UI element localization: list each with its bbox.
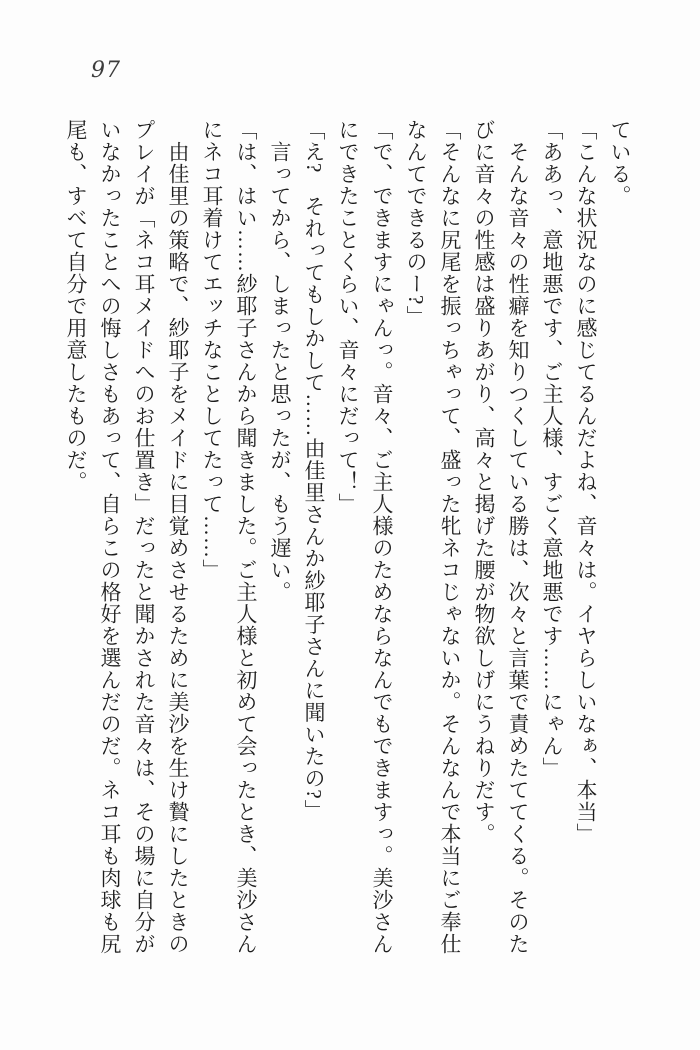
paragraph: 「で、できますにゃんっ。音々、ご主人様のためならなんでもできますっ。美沙さんにできたことくらい、音々にだって！」: [336, 119, 394, 955]
paragraph: 「そんなに尻尾を振っちゃって、盛った牝ネコじゃないか。そんなんで本当にご奉仕なんてできるのー?」: [404, 119, 462, 955]
paragraph: 「こんな状況なのに感じてるんだよね、音々は。イヤらしいなぁ、本当」: [574, 119, 598, 845]
paragraph: ている。: [608, 119, 632, 207]
paragraph: 由佳里の策略で、紗耶子をメイドに目覚めさせるために美沙を生け贄にしたときのプレイが「ネコ耳メイドへのお仕置き」だったと聞かされた音々は、その場に自分がいなかったことへの悔しさもあって、自らこの格好を選んだのだ。ネコ耳も肉球も尻尾も、すべて自分で用意したものだ。: [64, 119, 190, 955]
page-number: 97: [91, 58, 121, 83]
paragraph: 「は、はい……紗耶子さんから聞きました。ご主人様と初めて会ったとき、美沙さんにネコ耳着けてエッチなことしてたって……」: [200, 119, 258, 955]
paragraph: 言ってから、しまったと思ったが、もう遅い。: [268, 119, 292, 603]
text-block: [59, 119, 637, 961]
paragraph: 「え? それってもしかして……由佳里さんか紗耶子さんに聞いたの?」: [302, 119, 326, 822]
paragraph: 「ああっ、意地悪です、ご主人様、すごく意地悪です……にゃん」: [540, 119, 564, 779]
paragraph: そんな音々の性癖を知りつくしている勝は、次々と言葉で責めたててくる。そのたびに音々の性感は盛りあがり、高々と掲げた腰が物欲しげにうねりだす。: [472, 119, 530, 955]
